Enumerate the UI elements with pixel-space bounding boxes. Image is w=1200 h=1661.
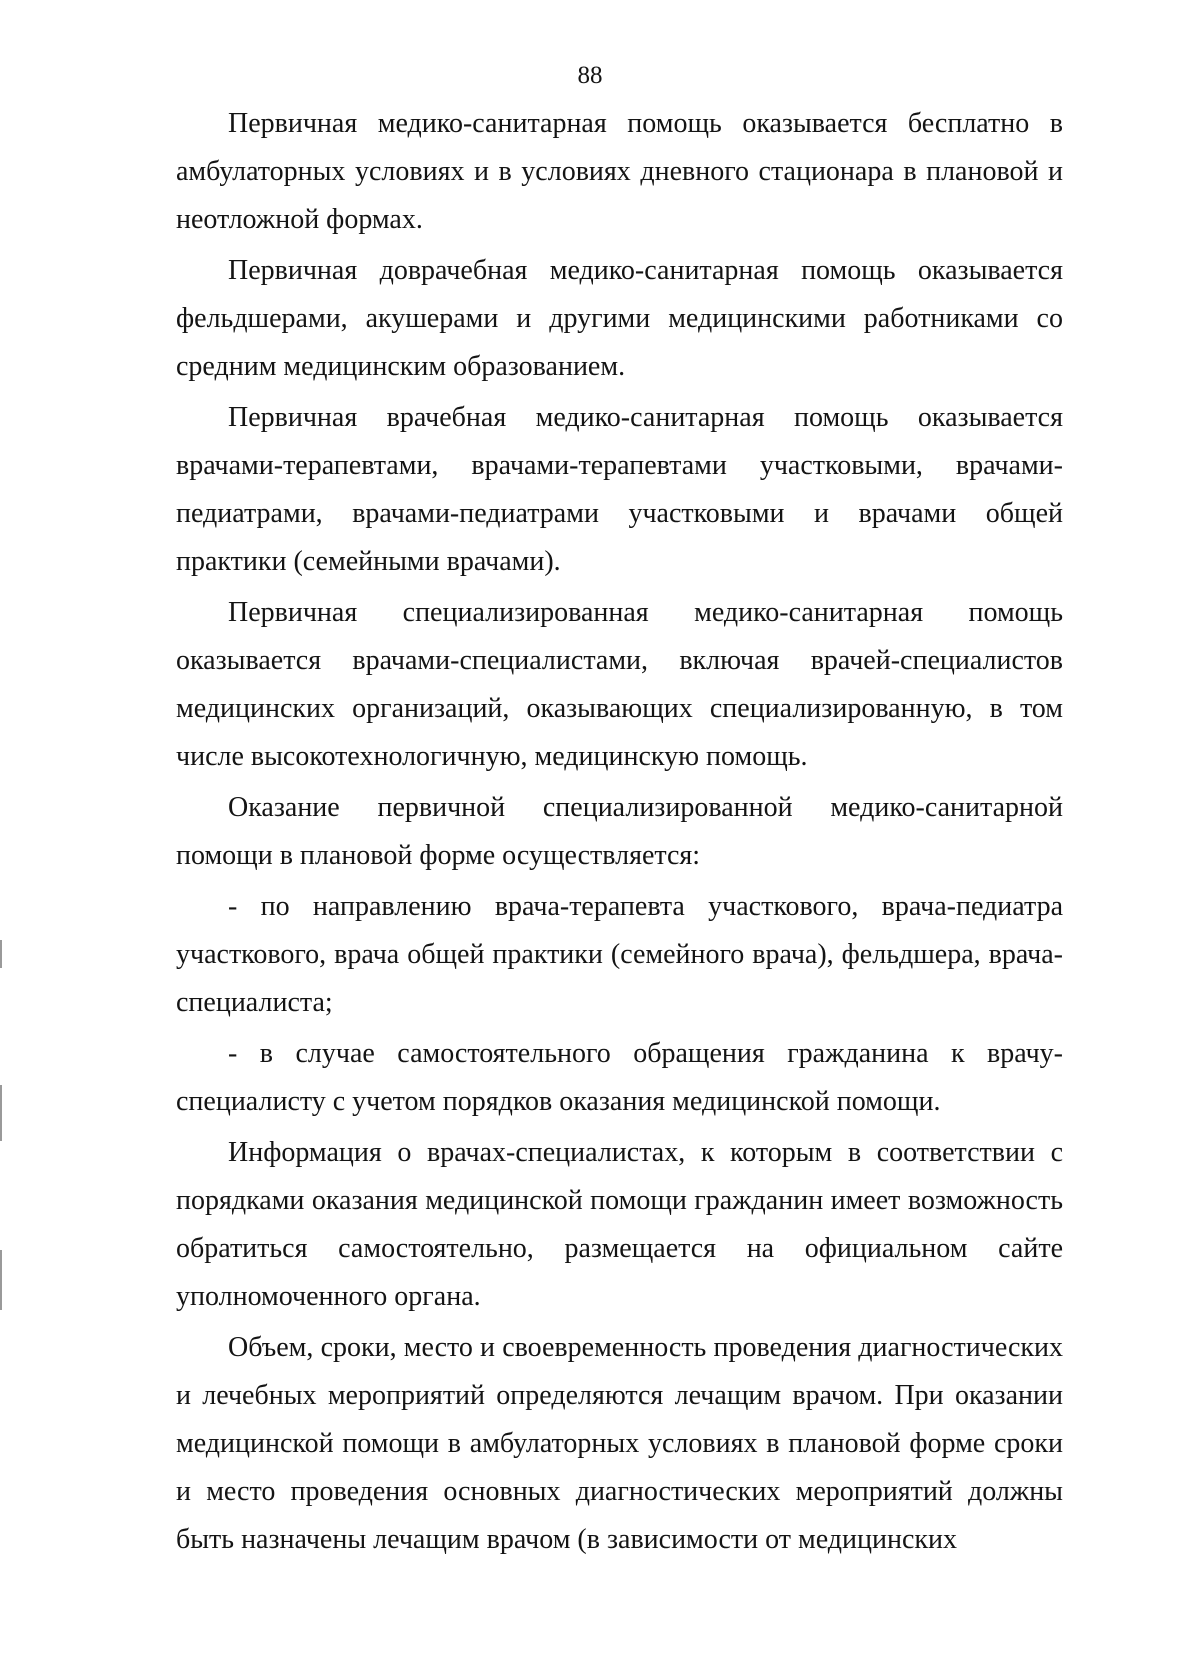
paragraph-pre-medical-care: Первичная доврачебная медико-санитарная помощь оказывается фельдшерами, акушерами и другими медицинскими работниками со средним медицинским образованием. (176, 255, 1063, 382)
paragraph-specialized-care: Первичная специализированная медико-санитарная помощь оказывается врачами-специалистами, включая врачей-специалистов медицинских организаций, оказывающих специализированную, в том числе высокотехнологичную, медицинскую помощь. (176, 597, 1063, 772)
scan-edge-mark (0, 940, 2, 968)
document-body (176, 100, 1063, 1567)
paragraph-primary-care: Первичная медико-санитарная помощь оказывается бесплатно в амбулаторных условиях и в условиях дневного стационара в плановой и неотложной формах. (176, 108, 1063, 235)
scan-edge-mark (0, 1250, 2, 1310)
paragraph-physician-care: Первичная врачебная медико-санитарная помощь оказывается врачами-терапевтами, врачами-терапевтами участковыми, врачами-педиатрами, врачами-педиатрами участковыми и врачами общей практики (семейными врачами). (176, 402, 1063, 577)
list-item-self-referral: - в случае самостоятельного обращения гражданина к врачу-специалисту с учетом порядков оказания медицинской помощи. (176, 1038, 1063, 1117)
list-item-referral: - по направлению врача-терапевта участкового, врача-педиатра участкового, врача общей практики (семейного врача), фельдшера, врача-специалиста; (176, 891, 1063, 1018)
scan-edge-mark (0, 1085, 2, 1141)
paragraph-diagnostic-terms: Объем, сроки, место и своевременность проведения диагностических и лечебных мероприятий определяются лечащим врачом. При оказании медицинской помощи в амбулаторных условиях в плановой форме сроки и место проведения основных диагностических мероприятий должны быть назначены лечащим врачом (в зависимости от медицинских (176, 1332, 1063, 1555)
paragraph-specialist-info: Информация о врачах-специалистах, к которым в соответствии с порядками оказания медицинской помощи гражданин имеет возможность обратиться самостоятельно, размещается на официальном сайте уполномоченного органа. (176, 1137, 1063, 1312)
paragraph-planned-form: Оказание первичной специализированной медико-санитарной помощи в плановой форме осуществляется: (176, 792, 1063, 871)
page-number: 88 (577, 62, 603, 89)
